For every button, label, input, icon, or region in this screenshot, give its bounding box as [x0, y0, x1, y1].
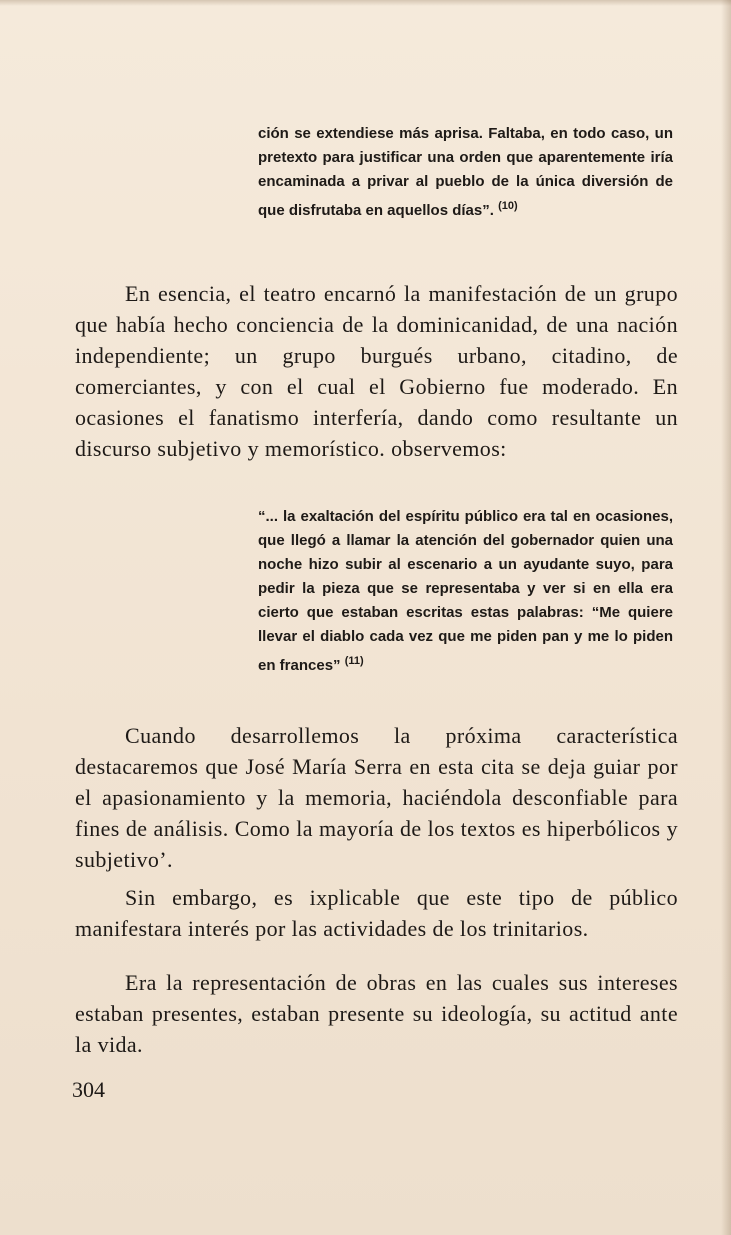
paragraph-3: Sin embargo, es ixplicable que este tipo de público manifestara interés por las actividades de los trinitarios. — [75, 885, 678, 941]
paragraph-1: En esencia, el teatro encarnó la manifestación de un grupo que había hecho conciencia de la dominicanidad, de una nación independiente; un grupo burgués urbano, citadino, de comerciantes, y con el cual el Gobierno fue moderado. En ocasiones el fanatismo interfería, dando como resultante un discurso subjetivo y memorístico. observemos: — [75, 281, 678, 461]
citation-10: (10) — [498, 200, 518, 212]
paragraph-2: Cuando desarrollemos la próxima característica destacaremos que José María Serra en esta cita se deja guiar por el apasionamiento y la memoria, haciéndola desconfiable para fines de análisis. Como la mayoría de los textos es hiperbólicos y subjetivo’. — [75, 723, 678, 872]
paragraph-4: Era la representación de obras en las cuales sus intereses estaban presentes, estaban presente su ideología, su actitud ante la vida. — [75, 970, 678, 1057]
block-quote-2-text: “... la exaltación del espíritu público era tal en ocasiones, que llegó a llamar la atención del gobernador quien una noche hizo subir al escenario a un ayudante suyo, para pedir la pieza que se representaba y ver si en ella era cierto que estaban escritas estas palabras: “Me quiere llevar el diablo cada vez que me piden pan y me lo piden en frances” — [258, 508, 673, 674]
citation-11: (11) — [344, 655, 364, 667]
block-quote-1 — [258, 122, 673, 223]
page-top-edge — [0, 0, 731, 6]
page-number: 304 — [72, 1077, 105, 1102]
block-quote-1-text: ción se extendiese más aprisa. Faltaba, en todo caso, un pretexto para justificar una orden que aparentemente iría encaminada a privar al pueblo de la única diversión de que disfrutaba en aquellos días”. — [258, 125, 673, 219]
block-quote-2 — [258, 505, 673, 678]
page-right-edge — [721, 0, 731, 1235]
